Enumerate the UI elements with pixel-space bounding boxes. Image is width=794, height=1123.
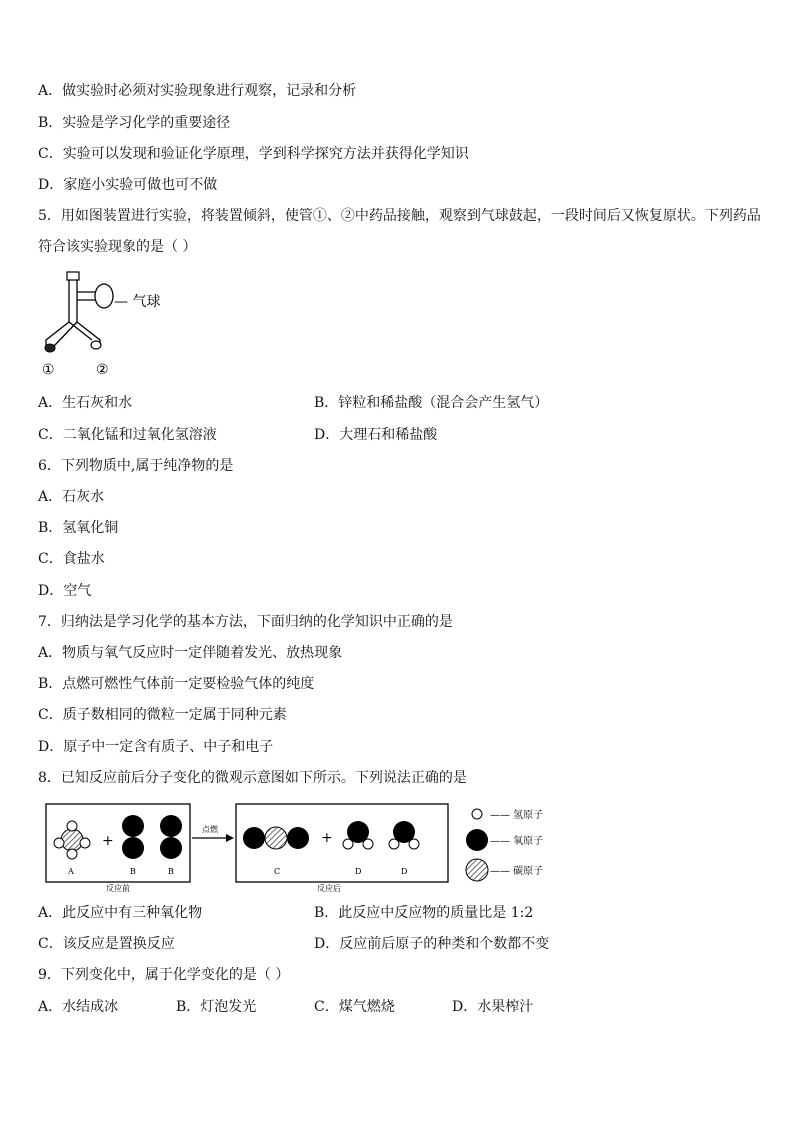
q7-option-d: D．原子中一定含有质子、中子和电子 <box>38 739 274 755</box>
q7-option-b: B．点燃可燃性气体前一定要检验气体的纯度 <box>38 676 315 692</box>
balloon-icon <box>95 284 113 308</box>
q5-stem-line1: 5．用如图装置进行实验，将装置倾斜，使管①、②中药品接触，观察到气球鼓起，一段时间后又恢复原状。下列药品 <box>38 208 761 224</box>
plus-sign-after: + <box>321 830 333 846</box>
label-d-2: D <box>401 867 408 876</box>
q6-option-d: D．空气 <box>38 583 92 599</box>
q5-option-c: C．二氧化锰和过氧化氢溶液 <box>38 427 217 443</box>
q8-reaction-diagram <box>40 798 570 894</box>
arrow-condition-label: 点燃 <box>202 825 218 834</box>
q6-option-c: C．食盐水 <box>38 551 105 567</box>
q8-option-c: C．该反应是置换反应 <box>38 936 175 952</box>
q9-option-a: A．水结成冰 <box>38 999 119 1015</box>
q9-option-d: D．水果榨汁 <box>452 999 534 1015</box>
q5-option-d: D．大理石和稀盐酸 <box>314 427 438 443</box>
plus-sign-before: + <box>102 833 114 849</box>
q8-stem: 8．已知反应前后分子变化的微观示意图如下所示。下列说法正确的是 <box>38 770 467 786</box>
legend-carbon: —— 碳原子 <box>490 866 544 877</box>
q8-option-d: D．反应前后原子的种类和个数都不变 <box>314 936 550 952</box>
q5-option-b: B．锌粒和稀盐酸（混合会产生氢气） <box>314 395 549 411</box>
q9-stem: 9．下列变化中，属于化学变化的是（ ） <box>38 967 290 983</box>
molecule-c <box>243 827 309 849</box>
q8-option-b: B．此反应中反应物的质量比是 1:2 <box>314 905 534 921</box>
q5-option-a: A．生石灰和水 <box>38 395 133 411</box>
q4-option-a: A．做实验时必须对实验现象进行观察，记录和分析 <box>38 83 357 99</box>
q5-apparatus-figure <box>36 270 166 380</box>
q6-option-a: A．石灰水 <box>38 489 105 505</box>
q5-stem-line2: 符合该实验现象的是（ ） <box>38 239 197 255</box>
label-c: C <box>274 867 281 876</box>
label-a: A <box>68 867 74 876</box>
q4-option-b: B．实验是学习化学的重要途径 <box>38 115 231 131</box>
legend-oxygen: —— 氧原子 <box>490 836 544 847</box>
q4-option-d: D．家庭小实验可做也可不做 <box>38 177 218 193</box>
legend <box>466 808 543 881</box>
balloon-label: — 气球 <box>114 294 161 310</box>
label-b-1: B <box>130 867 136 876</box>
q8-option-a: A．此反应中有三种氧化物 <box>38 905 203 921</box>
q7-option-a: A．物质与氧气反应时一定伴随着发光、放热现象 <box>38 645 343 661</box>
before-caption: 反应前 <box>106 884 130 893</box>
q9-option-c: C．煤气燃烧 <box>314 999 395 1015</box>
label-b-2: B <box>168 867 174 876</box>
q7-stem: 7．归纳法是学习化学的基本方法，下面归纳的化学知识中正确的是 <box>38 614 453 630</box>
q4-option-c: C．实验可以发现和验证化学原理，学到科学探究方法并获得化学知识 <box>38 146 469 162</box>
q6-option-b: B．氢氧化铜 <box>38 520 119 536</box>
q6-stem: 6．下列物质中,属于纯净物的是 <box>38 458 234 474</box>
tube-1-label: ① <box>42 362 55 378</box>
tube-2-label: ② <box>96 362 109 378</box>
q7-option-c: C．质子数相同的微粒一定属于同种元素 <box>38 707 287 723</box>
after-caption: 反应后 <box>317 884 341 893</box>
legend-hydrogen: —— 氢原子 <box>490 810 544 821</box>
q9-option-b: B．灯泡发光 <box>176 999 257 1015</box>
label-d-1: D <box>355 867 362 876</box>
